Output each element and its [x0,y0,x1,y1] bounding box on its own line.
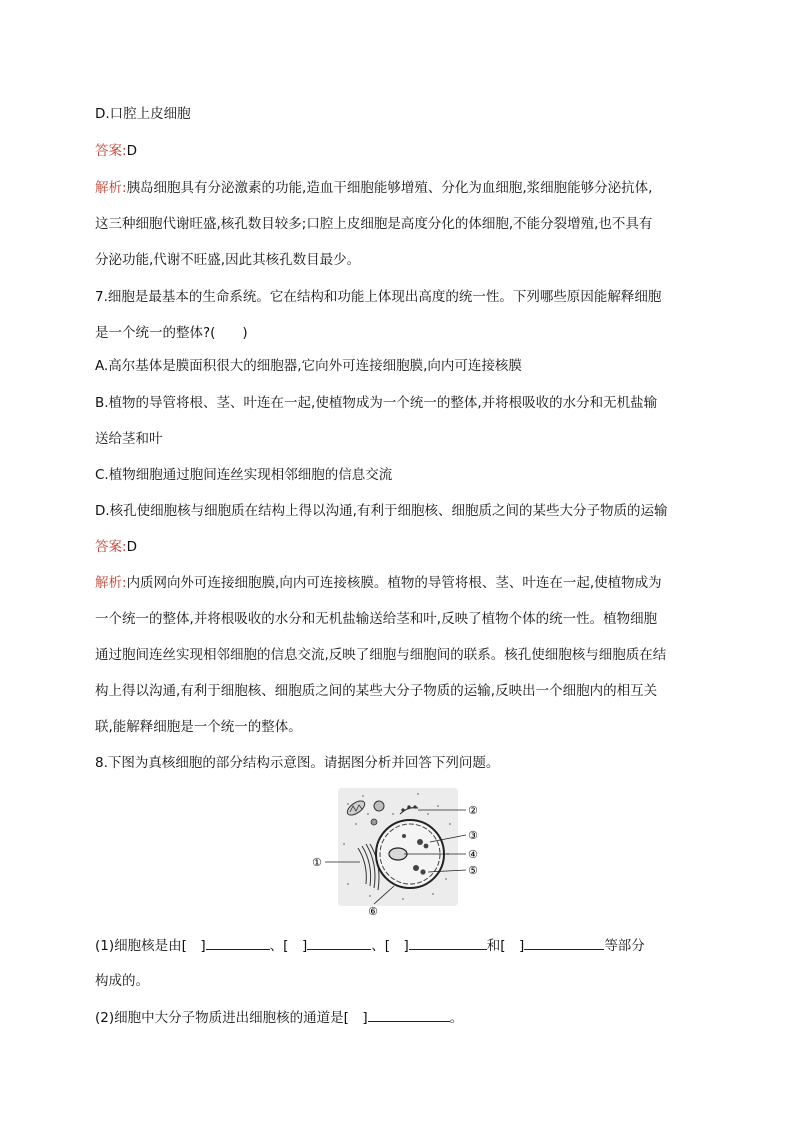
answer-label: 答案: [95,143,127,159]
figure-label-2: ② [468,804,478,817]
sub1-sep-1: 、[ ] [269,938,308,954]
analysis-label: 解析: [95,575,127,591]
analysis-text: 内质网向外可连接细胞膜,向内可连接核膜。植物的导管将根、茎、叶连在一起,使植物成为 [126,575,662,591]
cell-structure-diagram [308,784,493,916]
q8-stem: 8.下图为真核细胞的部分结构示意图。请据图分析并回答下列问题。 [95,755,500,771]
q6-analysis-line-1 [95,178,652,198]
q8-sub2 [95,1007,463,1028]
q6-analysis-line-3: 分泌功能,代谢不旺盛,因此其核孔数目最少。 [95,252,361,268]
q7-analysis-line-5: 联,能解释细胞是一个统一的整体。 [95,719,302,735]
q6-answer [95,141,137,161]
q6-analysis-line-2: 这三种细胞代谢旺盛,核孔数目较多;口腔上皮细胞是高度分化的体细胞,不能分裂增殖,也不具有 [95,216,653,232]
q7-option-b-line-2: 送给茎和叶 [95,431,163,447]
q8-sub1-line-1 [95,935,645,956]
q7-stem-line-2: 是一个统一的整体?( ) [95,325,248,341]
q7-analysis-line-4: 构上得以沟通,有利于细胞核、细胞质之间的某些大分子物质的运输,反映出一个细胞内的相互关 [95,683,658,699]
answer-value: D [126,143,137,159]
sub1-sep-2: 、[ ] [371,938,409,954]
sub1-and: 和[ ] [486,938,525,954]
q6-option-d: D.口腔上皮细胞 [95,106,191,122]
figure-label-6: ⑥ [368,905,378,916]
analysis-label: 解析: [95,180,127,196]
q7-analysis-line-3: 通过胞间连丝实现相邻细胞的信息交流,反映了细胞与细胞间的联系。核孔使细胞核与细胞质在结 [95,647,667,663]
sub1-prefix: (1)细胞核是由[ ] [95,938,206,954]
q7-option-c: C.植物细胞通过胞间连丝实现相邻细胞的信息交流 [95,467,393,483]
sub1-suffix: 等部分 [604,938,645,954]
figure-label-1: ① [312,856,322,869]
answer-blank[interactable] [206,935,270,950]
figure-label-4: ④ [468,848,478,861]
q7-option-d: D.核孔使细胞核与细胞质在结构上得以沟通,有利于细胞核、细胞质之间的某些大分子物质的运输 [95,503,668,519]
answer-blank[interactable] [307,935,371,950]
answer-blank[interactable] [409,935,487,950]
answer-blank[interactable] [368,1007,450,1022]
answer-label: 答案: [95,539,127,555]
answer-value: D [126,539,137,555]
answer-blank[interactable] [524,935,604,950]
analysis-text: 胰岛细胞具有分泌激素的功能,造血干细胞能够增殖、分化为血细胞,浆细胞能够分泌抗体, [126,180,653,196]
sub2-prefix: (2)细胞中大分子物质进出细胞核的通道是[ ] [95,1010,368,1026]
q7-option-b-line-1: B.植物的导管将根、茎、叶连在一起,使植物成为一个统一的整体,并将根吸收的水分和无机盐输 [95,395,658,411]
q7-analysis-line-2: 一个统一的整体,并将根吸收的水分和无机盐输送给茎和叶,反映了植物个体的统一性。植物细胞 [95,611,658,627]
figure-label-3: ③ [468,829,478,842]
q7-option-a: A.高尔基体是膜面积很大的细胞器,它向外可连接细胞膜,向内可连接核膜 [95,358,522,374]
q7-answer [95,537,137,557]
q7-analysis-line-1 [95,573,662,593]
q7-stem-line-1: 7.细胞是最基本的生命系统。它在结构和功能上体现出高度的统一性。下列哪些原因能解释细胞 [95,289,662,305]
figure-label-5: ⑤ [468,864,478,877]
q8-sub1-line-2: 构成的。 [95,973,149,989]
sub2-suffix: 。 [449,1010,464,1026]
